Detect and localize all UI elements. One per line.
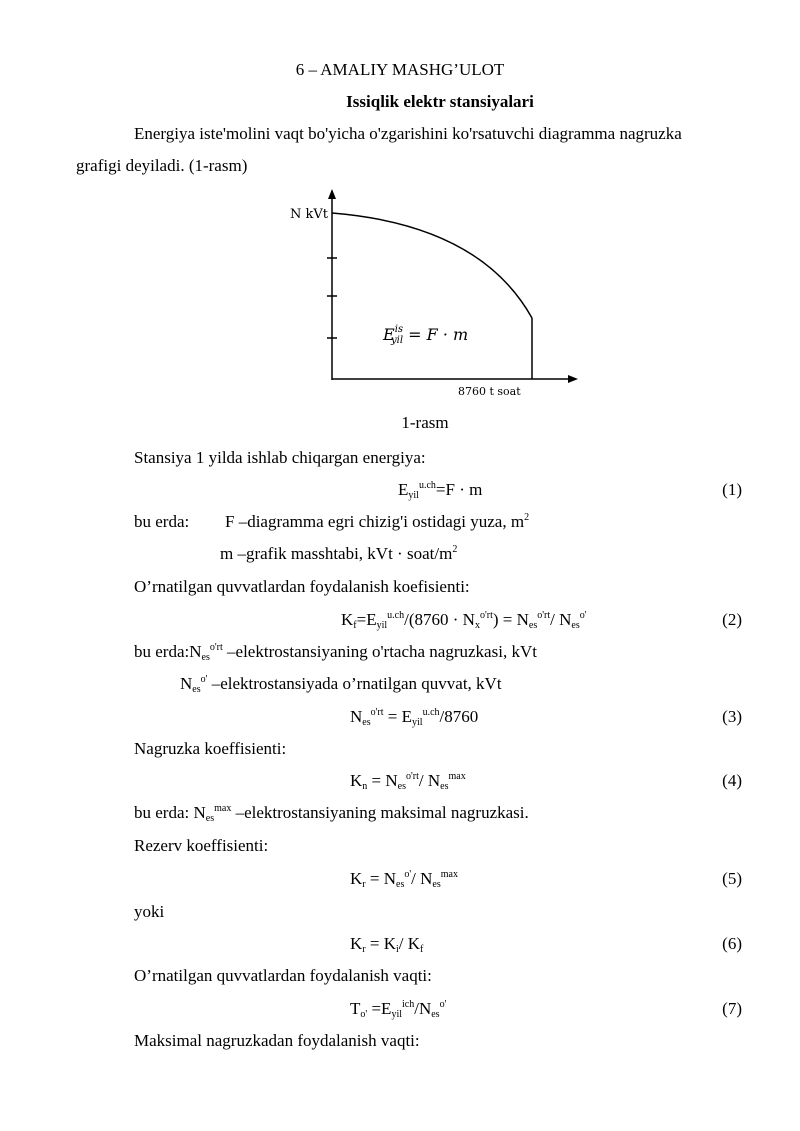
equation-6: $K_r = K_i/$ $K_f$	[350, 934, 424, 955]
where1-prefix: bu erda:	[134, 512, 190, 531]
equation-number-4: (4)	[722, 771, 742, 790]
time-max-heading: Maksimal nagruzkadan foydalanish vaqti:	[134, 1031, 420, 1050]
equation-2: $K_f=E_{yil}^{u.ch}/(8760 \cdot N_x^{o'rt}) = N_{es}^{o'rt}/$ $N_{es}^{o'}$	[341, 610, 587, 631]
y-axis-label: N kVt	[290, 207, 328, 222]
where2-installed-power: $N_{es}^{o'}$ –elektrostansiyada o’rnatilgan quvvat, kVt	[180, 674, 502, 695]
equation-5: $K_r = N_{es}^{o'}/$ $N_{es}^{max}$	[350, 869, 458, 890]
where1-area-def: F –diagramma egri chizig'i ostidagi yuza, $m^2$	[225, 512, 530, 531]
load-graph-figure	[280, 185, 590, 400]
equation-number-5: (5)	[722, 869, 742, 888]
where3-max-load: bu erda: $N_{es}^{max}$ –elektrostansiyaning maksimal nagruzkasi.	[134, 803, 529, 824]
equation-number-7: (7)	[722, 999, 742, 1018]
intro-line-1: Energiya iste'molini vaqt bo'yicha o'zgarishini ko'rsatuvchi diagramma nagruzka	[134, 124, 682, 143]
load-curve	[332, 213, 532, 318]
coef-reserve-heading: Rezerv koeffisienti:	[134, 836, 269, 855]
coef-load-heading: Nagruzka koeffisienti:	[134, 739, 287, 758]
x-axis-label: 8760 t soat	[458, 385, 521, 398]
where2-avg-load: bu $erda:N_{es}^{o'rt}$ –elektrostansiyaning o'rtacha nagruzkasi, kVt	[134, 642, 537, 663]
topic-title: Issiqlik elektr stansiyalari	[346, 92, 534, 111]
x-axis-arrow	[568, 375, 578, 383]
intro-line-2: grafigi deyiladi. (1-rasm)	[76, 156, 248, 175]
equation-number-2: (2)	[722, 610, 742, 629]
area-formula: $E^{is}$ yil = F · m	[383, 324, 469, 346]
coef-use-heading: O’rnatilgan quvvatlardan foydalanish koefisienti:	[134, 577, 470, 596]
equation-4: $K_n = N_{es}^{o'rt}/$ $N_{es}^{max}$	[350, 771, 466, 792]
time-use-heading: O’rnatilgan quvvatlardan foydalanish vaqti:	[134, 966, 432, 985]
where1-scale-def: m –grafik masshtabi, kVt · soat/$m^2$	[220, 544, 458, 563]
or-text: yoki	[134, 902, 165, 921]
y-axis-arrow	[328, 189, 336, 199]
figure-caption: 1-rasm	[401, 413, 449, 432]
equation-7: $T_{o'} =E_{yil}^{ich}/N_{es}^{o'}$	[350, 999, 447, 1020]
equation-number-3: (3)	[722, 707, 742, 726]
energy-intro-text: Stansiya 1 yilda ishlab chiqargan energiya:	[134, 448, 426, 467]
equation-number-1: (1)	[722, 480, 742, 499]
equation-1: $E_{yil}^{u.ch}=F \cdot m$	[398, 480, 483, 501]
equation-3: $N_{es}^{o'rt} = E_{yil}^{u.ch}/8760$	[350, 707, 479, 728]
equation-number-6: (6)	[722, 934, 742, 953]
lesson-title: 6 – AMALIY MASHG’ULOT	[295, 60, 505, 79]
